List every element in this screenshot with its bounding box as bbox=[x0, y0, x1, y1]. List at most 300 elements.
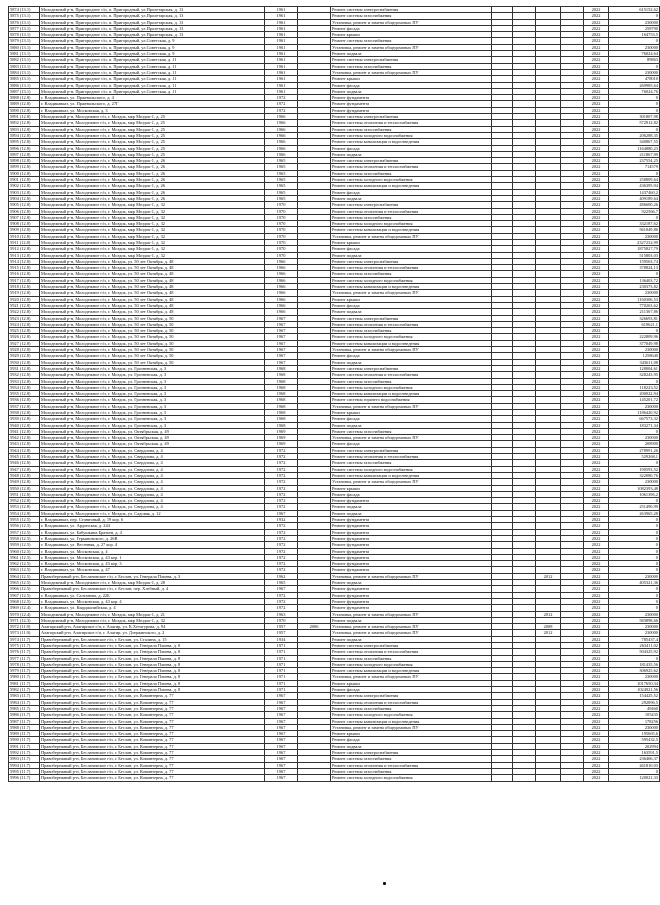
cell-num: 5945 (12.8) bbox=[9, 454, 40, 460]
cell-due: 2022 bbox=[584, 712, 609, 718]
cell-cost: 105435 bbox=[609, 712, 660, 718]
cell-due: 2022 bbox=[584, 410, 609, 416]
cell-cost: 785437,4 bbox=[609, 636, 660, 642]
cell-addr: г. Владикавказ, ул. Весенняя, д. 27 кор. 4 bbox=[40, 542, 265, 548]
cell-due: 2022 bbox=[584, 403, 609, 409]
cell-num: 5958 (12.5) bbox=[9, 535, 40, 541]
cell-cost: 0 bbox=[609, 378, 660, 384]
cell-due: 2022 bbox=[584, 479, 609, 485]
cell-due: 2022 bbox=[584, 561, 609, 567]
cell-due: 2022 bbox=[584, 535, 609, 541]
cell-num: 5898 (12.8) bbox=[9, 158, 40, 164]
cell-due: 2022 bbox=[584, 485, 609, 491]
cell-num: 5993 (11.7) bbox=[9, 756, 40, 762]
cell-addr: Молодежный р-н, Молодежное г/п, г. Моздок, мкр Моздок-1, д. 25 bbox=[40, 151, 265, 157]
cell-work: Установка, ремонт и замена общедомовых ПУ bbox=[331, 611, 492, 617]
cell-work: Ремонт крыши bbox=[331, 680, 492, 686]
cell-cost: 0 bbox=[609, 542, 660, 548]
cell-y1: 1968 bbox=[265, 422, 298, 428]
cell-work: Ремонт фундамента bbox=[331, 605, 492, 611]
cell-num: 5941 (12.8) bbox=[9, 428, 40, 434]
cell-y1: 1968 bbox=[265, 378, 298, 384]
cell-num: 5880 (13.1) bbox=[9, 44, 40, 50]
cell-due: 2022 bbox=[584, 101, 609, 107]
cell-cost: 583898,66 bbox=[609, 617, 660, 623]
cell-addr: Молодежный р-н, Молодежное г/п, г. Моздок, ул. 50 лет Октября, д. 50 bbox=[40, 315, 265, 321]
cell-y1: 1972 bbox=[265, 554, 298, 560]
cell-cost: 0 bbox=[609, 598, 660, 604]
cell-y1: 1968 bbox=[265, 410, 298, 416]
cell-work: Ремонт подвала bbox=[331, 151, 492, 157]
cell-num: 5974 (11.7) bbox=[9, 636, 40, 642]
cell-due: 2022 bbox=[584, 214, 609, 220]
cell-y1: 1965 bbox=[265, 177, 298, 183]
cell-work: Ремонт подвала bbox=[331, 88, 492, 94]
cell-y1: 1972 bbox=[265, 567, 298, 573]
cell-y1: 1957 bbox=[265, 630, 298, 636]
cell-work: Установка, ремонт и замена общедомовых ПУ bbox=[331, 724, 492, 730]
cell-due: 2022 bbox=[584, 573, 609, 579]
cell-work: Ремонт системы газоснабжения bbox=[331, 63, 492, 69]
cell-due: 2022 bbox=[584, 315, 609, 321]
cell-y1: 1972 bbox=[265, 466, 298, 472]
cell-y1: 1970 bbox=[265, 233, 298, 239]
cell-work: Ремонт системы газоснабжения bbox=[331, 768, 492, 774]
cell-addr: г. Владикавказ, ул. Салтанова, д. 22Б bbox=[40, 592, 265, 598]
cell-cost: 0 bbox=[609, 561, 660, 567]
cell-cost: 230000 bbox=[609, 44, 660, 50]
cell-work: Ремонт системы холодного водоснабжения bbox=[331, 661, 492, 667]
cell-cost: 0 bbox=[609, 328, 660, 334]
cell-addr: Молодежный р-н, Молодежное г/п, г. Моздок, ул. Октябрьская, д. 49 bbox=[40, 441, 265, 447]
cell-cost: 76024,76 bbox=[609, 88, 660, 94]
cell-addr: Правобережный р-н, Беслановское г/п, г. Беслан, ул. Коминтерна, д. 77 bbox=[40, 712, 265, 718]
cell-addr: Молодежный р-н, Молодежное г/п, г. Моздок, мкр Моздок-1, д. 26 bbox=[40, 170, 265, 176]
cell-y1: 1961 bbox=[265, 13, 298, 19]
cell-num: 5875 (13.1) bbox=[9, 13, 40, 19]
cell-y1: 1969 bbox=[265, 441, 298, 447]
cell-num: 5987 (11.7) bbox=[9, 718, 40, 724]
cell-y1: 1968 bbox=[265, 365, 298, 371]
cell-y1: 1969 bbox=[265, 435, 298, 441]
cell-due: 2022 bbox=[584, 655, 609, 661]
cell-work: Ремонт системы электроснабжения bbox=[331, 750, 492, 756]
cell-cost: 1160306,53 bbox=[609, 296, 660, 302]
cell-addr: Молодежный р-н, Молодежное г/п, г. Моздок, мкр Моздок-1, д. 32 bbox=[40, 202, 265, 208]
cell-num: 5896 (12.8) bbox=[9, 145, 40, 151]
cell-e3: 2012 bbox=[536, 630, 561, 636]
cell-cost: 1258640 bbox=[609, 353, 660, 359]
cell-due: 2022 bbox=[584, 202, 609, 208]
cell-y1: 1966 bbox=[265, 284, 298, 290]
cell-num: 5926 (12.8) bbox=[9, 334, 40, 340]
cell-num: 5986 (11.7) bbox=[9, 712, 40, 718]
cell-cost: 322080,76 bbox=[609, 472, 660, 478]
cell-num: 5991 (11.7) bbox=[9, 743, 40, 749]
cell-num: 5983 (11.7) bbox=[9, 693, 40, 699]
cell-num: 5933 (12.8) bbox=[9, 378, 40, 384]
cell-num: 5961 (12.5) bbox=[9, 554, 40, 560]
cell-due: 2022 bbox=[584, 114, 609, 120]
cell-num: 5988 (11.7) bbox=[9, 724, 40, 730]
cell-num: 5914 (12.8) bbox=[9, 258, 40, 264]
cell-work: Установка, ремонт и замена общедомовых ПУ bbox=[331, 630, 492, 636]
cell-num: 5984 (11.7) bbox=[9, 699, 40, 705]
cell-addr: Правобережный р-н, Беслановское г/п, г. Беслан, ул. Коминтерна, д. 77 bbox=[40, 737, 265, 743]
cell-cost: 163591,5 bbox=[609, 750, 660, 756]
cell-addr: Молодежный р-н, Пригородное с/п, п. Пригородный, ул.Советская, д. 9 bbox=[40, 44, 265, 50]
cell-addr: г. Владикавказ, ул. Московская, д. 4 bbox=[40, 548, 265, 554]
cell-addr: Молодежный р-н, Пригородное с/п, п. Пригородный, ул.Советская, д. 11 bbox=[40, 57, 265, 63]
cell-addr: Молодежный р-н, Молодежное г/п, г. Моздок, ул. Свердлова, д. 4 bbox=[40, 504, 265, 510]
cell-cost: 159563,74 bbox=[609, 258, 660, 264]
cell-due: 2022 bbox=[584, 309, 609, 315]
cell-cost: 615152,62 bbox=[609, 7, 660, 13]
cell-addr: Молодежный р-н, Молодежное г/п, г. Моздок, ул. Свердлова, д. 4 bbox=[40, 498, 265, 504]
cell-addr: Молодежный р-н, Молодежное г/п, г. Моздок, ул. 50 лет Октября, д. 48 bbox=[40, 258, 265, 264]
cell-due: 2022 bbox=[584, 523, 609, 529]
cell-y1: 1971 bbox=[265, 687, 298, 693]
cell-due: 2022 bbox=[584, 705, 609, 711]
cell-y1: 1966 bbox=[265, 114, 298, 120]
cell-work: Ремонт системы отопления и теплоснабжения bbox=[331, 321, 492, 327]
cell-num: 5882 (13.1) bbox=[9, 57, 40, 63]
cell-work: Ремонт фундамента bbox=[331, 542, 492, 548]
cell-work: Ремонт системы газоснабжения bbox=[331, 428, 492, 434]
cell-work: Ремонт фасада bbox=[331, 246, 492, 252]
cell-num: 5962 (12.5) bbox=[9, 561, 40, 567]
cell-y1: 1971 bbox=[265, 668, 298, 674]
cell-num: 5913 (12.8) bbox=[9, 252, 40, 258]
cell-addr: Молодежный р-н, Молодежное г/п, г. Моздок, ул. 50 лет Октября, д. 48 bbox=[40, 290, 265, 296]
cell-num: 5935 (12.8) bbox=[9, 391, 40, 397]
cell-y1: 1967 bbox=[265, 724, 298, 730]
cell-y1: 1968 bbox=[265, 372, 298, 378]
cell-work: Ремонт системы канализации и водоотведения bbox=[331, 139, 492, 145]
cell-due: 2022 bbox=[584, 693, 609, 699]
cell-work: Ремонт системы газоснабжения bbox=[331, 378, 492, 384]
cell-cost: 183271,34 bbox=[609, 422, 660, 428]
cell-num: 5967 (12.5) bbox=[9, 592, 40, 598]
cell-y1: 1967 bbox=[265, 315, 298, 321]
cell-work: Установка, ремонт и замена общедомовых ПУ bbox=[331, 674, 492, 680]
cell-addr: Молодежный р-н, Пригородное с/п, п. Пригородный, ул.Пролетарская, д. 13 bbox=[40, 7, 265, 13]
cell-addr: Молодежный р-н, Молодежное г/п, г. Моздок, ул. 50 лет Октября, д. 48 bbox=[40, 309, 265, 315]
cell-work: Ремонт фундамента bbox=[331, 107, 492, 113]
cell-work: Ремонт крыши bbox=[331, 239, 492, 245]
cell-y1: 1961 bbox=[265, 19, 298, 25]
cell-due: 2022 bbox=[584, 384, 609, 390]
cell-work: Ремонт системы горячего водоснабжения bbox=[331, 397, 492, 403]
cell-cost: 230373,82 bbox=[609, 284, 660, 290]
cell-num: 5951 (12.8) bbox=[9, 491, 40, 497]
cell-addr: Молодежный р-н, Молодежное г/п, г. Моздок, ул. Свердлова, д. 4 bbox=[40, 447, 265, 453]
cell-work: Ремонт системы электроснабжения bbox=[331, 693, 492, 699]
cell-addr: Молодежный р-н, Молодежное г/п, г. Моздок, ул. 50 лет Октября, д. 48 bbox=[40, 296, 265, 302]
cell-cost: 230000 bbox=[609, 290, 660, 296]
cell-addr: Молодежный р-н, Молодежное г/п, г. Моздок, ул. Свердлова, д. 4 bbox=[40, 466, 265, 472]
cell-y1: 1965 bbox=[265, 189, 298, 195]
cell-num: 5907 (12.8) bbox=[9, 214, 40, 220]
cell-y1: 1962 bbox=[265, 573, 298, 579]
cell-due: 2022 bbox=[584, 580, 609, 586]
cell-y1: 1970 bbox=[265, 208, 298, 214]
cell-due: 2022 bbox=[584, 265, 609, 271]
cell-work: Ремонт системы отопления и теплоснабжения bbox=[331, 164, 492, 170]
cell-cost: 178256 bbox=[609, 718, 660, 724]
cell-addr: Молодежный р-н, Молодежное г/п, г. Моздок, мкр Моздок-1, д. 32 bbox=[40, 214, 265, 220]
cell-num: 5937 (12.8) bbox=[9, 403, 40, 409]
cell-work: Установка, ремонт и замена общедомовых ПУ bbox=[331, 44, 492, 50]
cell-cost: 1061396,2 bbox=[609, 491, 660, 497]
cell-cost: 230000 bbox=[609, 403, 660, 409]
cell-due: 2022 bbox=[584, 630, 609, 636]
cell-addr: Молодежный р-н, Молодежное г/п, г. Моздок, ул. 50 лет Октября, д. 48 bbox=[40, 277, 265, 283]
cell-due: 2022 bbox=[584, 277, 609, 283]
cell-num: 5931 (12.8) bbox=[9, 365, 40, 371]
cell-y1: 1961 bbox=[265, 44, 298, 50]
cell-y1: 1966 bbox=[265, 126, 298, 132]
cell-num: 5963 (12.5) bbox=[9, 567, 40, 573]
cell-num: 5940 (12.8) bbox=[9, 422, 40, 428]
cell-e3: 2012 bbox=[536, 611, 561, 617]
cell-due: 2022 bbox=[584, 208, 609, 214]
cell-y1: 1967 bbox=[265, 586, 298, 592]
cell-y1: 1968 bbox=[265, 391, 298, 397]
cell-work: Ремонт фундамента bbox=[331, 498, 492, 504]
cell-due: 2022 bbox=[584, 491, 609, 497]
cell-num: 5956 (12.5) bbox=[9, 523, 40, 529]
cell-work: Ремонт фундамента bbox=[331, 535, 492, 541]
cell-cost: 326693,81 bbox=[609, 315, 660, 321]
cell-due: 2022 bbox=[584, 435, 609, 441]
cell-addr: Правобережный р-н, Беслановское г/п, г. Беслан, ул. Генерала Плиева, д. 3 bbox=[40, 573, 265, 579]
cell-cost: 237554,25 bbox=[609, 158, 660, 164]
cell-num: 5878 (13.1) bbox=[9, 32, 40, 38]
cell-cost: 278991,26 bbox=[609, 447, 660, 453]
cell-num: 5895 (12.8) bbox=[9, 139, 40, 145]
cell-num: 5912 (12.8) bbox=[9, 246, 40, 252]
cell-addr: Молодежный р-н, Молодежное г/п, г. Моздок, ул. 50 лет Октября, д. 48 bbox=[40, 271, 265, 277]
cell-due: 2022 bbox=[584, 69, 609, 75]
cell-due: 2022 bbox=[584, 756, 609, 762]
cell-num: 5982 (11.7) bbox=[9, 687, 40, 693]
cell-addr: Молодежный р-н, Молодежное г/п, г. Моздок, мкр Моздок-1, д. 21 bbox=[40, 611, 265, 617]
cell-due: 2022 bbox=[584, 649, 609, 655]
cell-cost: 486600,26 bbox=[609, 202, 660, 208]
cell-num: 5960 (12.5) bbox=[9, 548, 40, 554]
cell-cost: 0 bbox=[609, 101, 660, 107]
cell-due: 2022 bbox=[584, 498, 609, 504]
cell-cost: 0 bbox=[609, 498, 660, 504]
cell-addr: Молодежный р-н, Молодежное г/п, г. Моздок, ул. Грозненская, д. 3 bbox=[40, 372, 265, 378]
cell-work: Ремонт системы канализации и водоотведения bbox=[331, 183, 492, 189]
cell-addr: Молодежный р-н, Молодежное г/п, г. Моздок, мкр Моздок-1, д. 32 bbox=[40, 246, 265, 252]
cell-num: 5949 (12.8) bbox=[9, 479, 40, 485]
cell-due: 2022 bbox=[584, 674, 609, 680]
cell-cost: 128004,61 bbox=[609, 365, 660, 371]
cell-y1: 1967 bbox=[265, 705, 298, 711]
cell-cost: 1186420,92 bbox=[609, 410, 660, 416]
cell-y1: 1965 bbox=[265, 183, 298, 189]
cell-y1: 1967 bbox=[265, 321, 298, 327]
cell-addr: Правобережный р-н, Беслановское г/п, г. Беслан, ул. Коминтерна, д. 77 bbox=[40, 731, 265, 737]
cell-addr: Молодежный р-н, Молодежное г/п, г. Моздок, ул. Грозненская, д. 3 bbox=[40, 378, 265, 384]
cell-addr: Правобережный р-н, Беслановское г/п, г. Беслан, ул. Сталина, д. 15 bbox=[40, 636, 265, 642]
cell-y1: 1967 bbox=[265, 510, 298, 516]
cell-num: 5964 (12.5) bbox=[9, 573, 40, 579]
cell-due: 2022 bbox=[584, 63, 609, 69]
cell-cost: 208900 bbox=[609, 441, 660, 447]
cell-cost: 595432,5 bbox=[609, 737, 660, 743]
cell-due: 2022 bbox=[584, 460, 609, 466]
cell-num: 5904 (12.8) bbox=[9, 195, 40, 201]
cell-y1: 1971 bbox=[265, 642, 298, 648]
cell-due: 2022 bbox=[584, 107, 609, 113]
cell-cost: 230000 bbox=[609, 573, 660, 579]
cell-addr: Молодежный р-н, Молодежное г/п, г. Моздок, ул. 50 лет Октября, д. 50 bbox=[40, 347, 265, 353]
cell-num: 5886 (13.1) bbox=[9, 82, 40, 88]
cell-work: Ремонт подвала bbox=[331, 510, 492, 516]
cell-num: 5934 (12.8) bbox=[9, 384, 40, 390]
cell-cost: 206288,35 bbox=[609, 132, 660, 138]
cell-due: 2022 bbox=[584, 183, 609, 189]
cell-y1: 1967 bbox=[265, 353, 298, 359]
cell-work: Ремонт системы холодного водоснабжения bbox=[331, 177, 492, 183]
cell-cost: 236466,37 bbox=[609, 756, 660, 762]
cell-work: Ремонт фундамента bbox=[331, 598, 492, 604]
cell-y1: 1965 bbox=[265, 580, 298, 586]
cell-addr: Молодежный р-н, Молодежное г/п, г. Моздок, ул. 50 лет Октября, д. 48 bbox=[40, 284, 265, 290]
cell-work: Ремонт подвала bbox=[331, 617, 492, 623]
cell-num: 5930 (12.8) bbox=[9, 359, 40, 365]
cell-num: 5919 (12.8) bbox=[9, 290, 40, 296]
cell-y1: 1966 bbox=[265, 139, 298, 145]
cell-due: 2022 bbox=[584, 454, 609, 460]
cell-cost: 258809,64 bbox=[609, 177, 660, 183]
cell-addr: Молодежный р-н, Молодежное г/п, г. Моздок, ул. 50 лет Октября, д. 50 bbox=[40, 359, 265, 365]
cell-addr: Правобережный р-н, Беслановское г/п, г. Беслан, ул. Коминтерна, д. 77 bbox=[40, 705, 265, 711]
cell-cost: 263965,28 bbox=[609, 510, 660, 516]
capital-repair-table bbox=[8, 6, 660, 782]
cell-addr: г. Владикавказ, ул. Московская, д. 43 кор. 1 bbox=[40, 554, 265, 560]
cell-due: 2022 bbox=[584, 699, 609, 705]
cell-addr: Правобережный р-н, Беслановское г/п, г. Беслан, ул. Генерала Плиева, д. 8 bbox=[40, 674, 265, 680]
cell-due: 2022 bbox=[584, 82, 609, 88]
cell-work: Ремонт фасада bbox=[331, 353, 492, 359]
cell-due: 2022 bbox=[584, 13, 609, 19]
cell-addr: Молодежный р-н, Молодежное г/п, г. Моздок, мкр Моздок-1, д. 25 bbox=[40, 139, 265, 145]
cell-y1: 1966 bbox=[265, 271, 298, 277]
cell-y1: 1968 bbox=[265, 384, 298, 390]
cell-addr: Молодежный р-н, Пригородное с/п, п. Пригородный, ул.Советская, д. 11 bbox=[40, 76, 265, 82]
cell-y1: 1972 bbox=[265, 561, 298, 567]
cell-num: 5889 (12.8) bbox=[9, 101, 40, 107]
cell-addr: Правобережный р-н, Беслановское г/п, г. Беслан, ул. Генерала Плиева, д. 8 bbox=[40, 649, 265, 655]
cell-due: 2022 bbox=[584, 378, 609, 384]
cell-cost: 1082393,48 bbox=[609, 485, 660, 491]
cell-due: 2022 bbox=[584, 718, 609, 724]
cell-due: 2022 bbox=[584, 567, 609, 573]
cell-y1: 1972 bbox=[265, 598, 298, 604]
cell-num: 5944 (12.8) bbox=[9, 447, 40, 453]
cell-due: 2022 bbox=[584, 233, 609, 239]
cell-work: Ремонт системы канализации и водоотведения bbox=[331, 668, 492, 674]
cell-num: 5890 (12.8) bbox=[9, 107, 40, 113]
cell-due: 2022 bbox=[584, 246, 609, 252]
cell-cost: 0 bbox=[609, 95, 660, 101]
cell-y1: 1967 bbox=[265, 334, 298, 340]
cell-y1: 1970 bbox=[265, 202, 298, 208]
cell-y1: 1965 bbox=[265, 195, 298, 201]
cell-due: 2022 bbox=[584, 7, 609, 13]
cell-y1: 1972 bbox=[265, 529, 298, 535]
cell-due: 2022 bbox=[584, 145, 609, 151]
cell-cost: 89863 bbox=[609, 57, 660, 63]
cell-due: 2022 bbox=[584, 290, 609, 296]
cell-addr: Молодежный р-н, Молодежное г/п, г. Моздок, ул. Свердлова, д. 4 bbox=[40, 479, 265, 485]
cell-addr: Молодежный р-н, Молодежное г/п, г. Моздок, мкр Моздок-1, д. 32 bbox=[40, 233, 265, 239]
cell-due: 2022 bbox=[584, 177, 609, 183]
cell-work: Ремонт системы отопления и теплоснабжения bbox=[331, 265, 492, 271]
cell-y1: 1967 bbox=[265, 359, 298, 365]
cell-num: 5977 (11.7) bbox=[9, 655, 40, 661]
cell-cost: 343611,08 bbox=[609, 359, 660, 365]
cell-due: 2022 bbox=[584, 359, 609, 365]
cell-addr: Молодежный р-н, Молодежное г/п, г. Моздок, мкр Моздок-1, д. 26 bbox=[40, 158, 265, 164]
cell-due: 2022 bbox=[584, 296, 609, 302]
cell-due: 2022 bbox=[584, 605, 609, 611]
cell-num: 5899 (12.8) bbox=[9, 164, 40, 170]
cell-e3: 2008 bbox=[536, 624, 561, 630]
cell-num: 5946 (12.8) bbox=[9, 460, 40, 466]
cell-y1: 1972 bbox=[265, 95, 298, 101]
cell-y1: 1967 bbox=[265, 762, 298, 768]
cell-num: 5891 (12.8) bbox=[9, 114, 40, 120]
cell-work: Ремонт системы отопления и теплоснабжения bbox=[331, 762, 492, 768]
cell-y1: 1969 bbox=[265, 428, 298, 434]
cell-work: Ремонт подвала bbox=[331, 636, 492, 642]
cell-due: 2022 bbox=[584, 271, 609, 277]
cell-due: 2022 bbox=[584, 768, 609, 774]
cell-due: 2022 bbox=[584, 170, 609, 176]
cell-addr: Молодежный р-н, Молодежное г/п, г. Моздок, ул. Октябрьская, д. 49 bbox=[40, 435, 265, 441]
cell-cost: 504325,92 bbox=[609, 649, 660, 655]
cell-cost: 0 bbox=[609, 655, 660, 661]
cell-y1: 1961 bbox=[265, 63, 298, 69]
cell-addr: Молодежный р-н, Пригородное с/п, п. Пригородный, ул.Советская, д. 9 bbox=[40, 38, 265, 44]
cell-addr: Молодежный р-н, Пригородное с/п, п. Пригородный, ул.Пролетарская, д. 13 bbox=[40, 19, 265, 25]
cell-cost: 120021,33 bbox=[609, 775, 660, 781]
cell-due: 2022 bbox=[584, 416, 609, 422]
cell-y1: 1967 bbox=[265, 718, 298, 724]
cell-addr: Правобережный р-н, Беслановское г/п, г. Беслан, ул. Генерала Плиева, д. 8 bbox=[40, 642, 265, 648]
cell-addr: Правобережный р-н, Беслановское г/п, г. Беслан, ул. Генерала Плиева, д. 8 bbox=[40, 661, 265, 667]
cell-addr: Молодежный р-н, Молодежное г/п, г. Моздок, мкр Моздок-1, д. 28 bbox=[40, 580, 265, 586]
cell-num: 5924 (12.8) bbox=[9, 321, 40, 327]
cell-cost: 0 bbox=[609, 170, 660, 176]
cell-due: 2022 bbox=[584, 617, 609, 623]
cell-num: 5910 (12.8) bbox=[9, 233, 40, 239]
cell-cost: 261810,03 bbox=[609, 762, 660, 768]
cell-work: Ремонт крыши bbox=[331, 32, 492, 38]
cell-due: 2022 bbox=[584, 302, 609, 308]
cell-num: 5887 (13.1) bbox=[9, 88, 40, 94]
cell-due: 2022 bbox=[584, 227, 609, 233]
cell-num: 5874 (13.1) bbox=[9, 7, 40, 13]
cell-work: Ремонт фундамента bbox=[331, 586, 492, 592]
cell-num: 5955 (12.5) bbox=[9, 517, 40, 523]
